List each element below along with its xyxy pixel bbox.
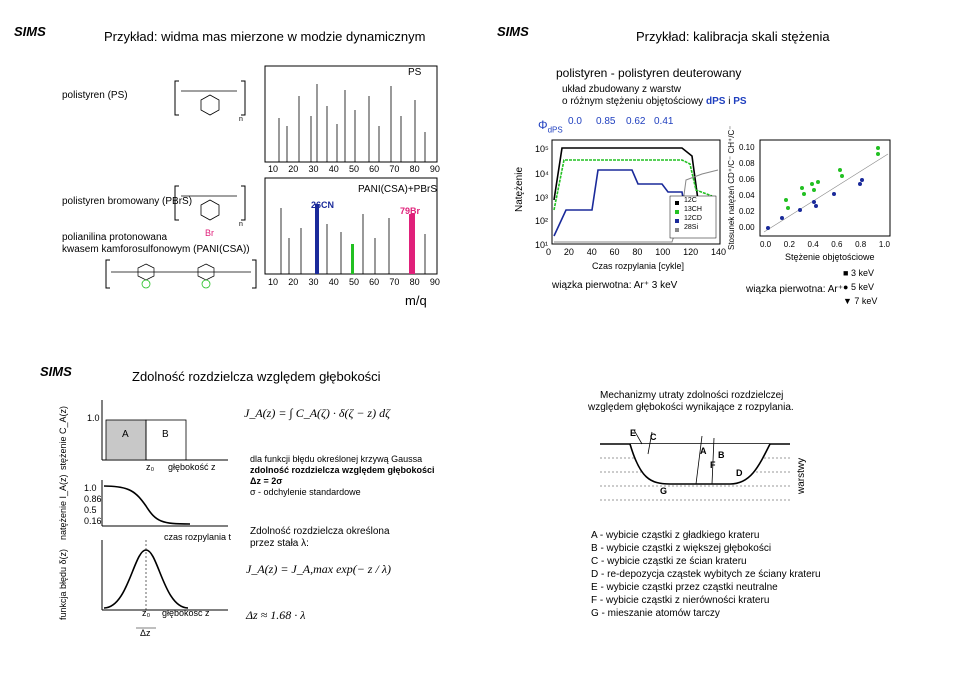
x-tick: 20 [288,277,299,287]
x-tick: 20 [288,164,299,174]
z0-label: z₀ [146,462,155,472]
delta-z-label: Δz [140,628,151,638]
tick-int: 0.86 [84,494,102,504]
sims-logo: SIMS [40,364,72,379]
desc-gauss: dla funkcji błędu określonej krzywą Gaussa [250,454,423,464]
energy-label: 3 keV [850,268,874,278]
label-pani-1: polianilina protonowana [62,232,168,243]
formula-convolution: J_A(z) = ∫ C_A(ζ) · δ(ζ − z) dζ [244,406,390,420]
legend-item: 12CD [684,215,702,222]
x-tick: 80 [409,277,420,287]
mechanism-letter-f: F [710,460,716,470]
z0-label-2: z₀ [142,608,151,618]
sims-logo: SIMS [14,24,46,39]
x-tick: 10 [268,164,279,174]
mechanism-item: B - wybicie cząstki z większej głębokości [591,543,772,554]
slide-title: Zdolność rozdzielcza względem głębokości [132,369,381,384]
depth-label-2: głębokość z [162,608,210,618]
ylabel-concentration: stężenie C_A(z) [58,405,68,470]
mechanism-letter-a: A [700,446,707,456]
mechanism-item: D - re-depozycja cząstek wybitych ze ściany krateru [591,569,821,580]
x-tick: 30 [308,277,319,287]
energy-legend-7kev: ▼ 7 keV [843,296,878,306]
x-tick: 0.8 [855,240,867,249]
formula-delta-z: Δz ≈ 1.68 · λ [246,608,306,622]
x-tick: 80 [632,247,643,257]
desc-lambda-2: przez stała λ: [250,538,309,549]
formula-exponential: J_A(z) = J_A,max exp(− z / λ) [246,562,392,576]
x-tick: 0.0 [760,240,772,249]
x-tick: 40 [328,277,339,287]
phi-value: 0.85 [596,116,616,127]
tick-conc-1: 1.0 [87,413,100,423]
slide-title-1: Mechanizmy utraty zdolności rozdzielczej [600,390,784,401]
ratio-y-tick: 0.00 [739,223,755,232]
ratio-y-tick: 0.02 [739,207,755,216]
legend-item: 28Si [684,224,699,231]
x-tick: 0.4 [807,240,819,249]
x-tick: 40 [328,164,339,174]
energy-legend-5kev: ● 5 keV [843,282,874,292]
beam-label: wiązka pierwotna: Ar⁺ 3 keV [552,280,678,291]
mechanism-letter-d: D [736,468,743,478]
x-tick: 50 [348,277,359,287]
x-tick: 90 [429,164,440,174]
sims-logo: SIMS [497,24,529,39]
x-tick: 90 [429,277,440,287]
energy-label: 7 keV [854,296,878,306]
spectrum-ps [265,66,437,162]
peak-br-label: 79Br [400,206,421,216]
phi-label [538,118,563,134]
label-pani-2: kwasem kamforosulfonowym (PANI(CSA)) [62,244,250,255]
x-axis-label: m/q [405,293,427,308]
depth-xticks [546,247,726,257]
desc-line-3 [562,96,747,107]
x-tick: 60 [369,277,380,287]
phi-sub: dPS [547,125,563,135]
mechanism-item: C - wybicie cząstki ze ścian krateru [591,556,747,567]
mechanism-item: G - mieszanie atomów tarczy [591,608,720,619]
spectrum-bottom-xticks [268,277,440,287]
desc-delta-z: Δz = 2σ [250,476,283,486]
line3-ps: PS [733,96,747,107]
spectrum-bottom-title: PANI(CSA)+PBrS [358,184,437,195]
mechanism-item: A - wybicie cząstki z gładkiego krateru [591,530,760,541]
desc-sigma: σ - odchylenie standardowe [250,487,361,497]
ratio-y-tick: 0.10 [739,143,755,152]
x-tick: 10 [268,277,279,287]
x-tick: 60 [369,164,380,174]
x-tick: 1.0 [878,240,890,249]
ratio-x-label: Stężenie objętościowe [785,252,875,262]
x-tick: 20 [563,247,574,257]
spectrum-top-xticks [268,164,440,174]
label-ps: polistyren (PS) [62,90,128,101]
x-tick: 120 [683,247,699,257]
phi-value: 0.41 [654,116,674,127]
mechanism-letter-e: E [630,428,637,438]
legend-item: 12C [684,197,697,204]
x-tick: 40 [586,247,597,257]
y-tick: 10⁵ [535,144,549,154]
energy-label: 5 keV [850,282,874,292]
x-tick: 80 [409,164,420,174]
layer-a-label: A [122,429,129,440]
ratio-y-tick: 0.06 [739,175,755,184]
mechanism-item: E - wybicie cząstki przez cząstki neutralne [591,582,778,593]
beam-label-2: wiązka pierwotna: Ar⁺ [746,284,843,295]
energy-legend-3kev: ■ 3 keV [843,268,874,278]
desc-resolution: zdolność rozdzielcza względem głębokości [250,465,435,475]
slide-title: Przykład: widma mas mierzone w modzie dynamicznym [104,29,426,44]
x-tick: 70 [389,164,400,174]
mechanism-item: F - wybicie cząstki z nierówności krateru [591,595,770,606]
mechanism-letter-c: C [650,432,657,442]
time-label: czas rozpylania t [164,532,232,542]
slide-title-2: względem głębokości wynikające z rozpylania. [588,402,794,413]
ratio-y-tick: 0.04 [739,191,755,200]
y-tick: 10³ [535,193,549,203]
layer-b-label: B [162,429,169,440]
depth-x-label: Czas rozpylania [cykle] [592,261,685,271]
desc-lambda-1: Zdolność rozdzielcza określona [250,526,390,537]
ratio-y-label: Stosunek natężeń CD⁺/C⁻ CH⁺/C⁻ [727,125,736,250]
x-tick: 140 [710,247,726,257]
x-tick: 60 [609,247,620,257]
tick-int: 0.16 [84,516,102,526]
ylabel-error-function: funkcja błędu δ(z) [58,548,68,620]
structure-pbrs [175,180,245,250]
structure-ps [175,75,245,130]
tick-int: 1.0 [84,483,97,493]
structure-br-label: Br [205,228,214,238]
mechanism-letter-b: B [718,450,725,460]
spectrum-top-title: PS [408,67,422,78]
line3-mid: i [725,96,734,107]
phi-symbol: Φ [538,118,548,132]
y-tick: 10¹ [535,240,549,250]
x-tick: 50 [348,164,359,174]
svg-text:n: n [239,116,243,123]
line3-dps: dPS [705,96,726,107]
x-tick: 0.6 [831,240,843,249]
svg-text:n: n [239,221,243,228]
peak-cn-label: 26CN [311,200,335,210]
label-pbrs: polistyren bromowany (PBrS) [62,196,193,207]
y-tick: 10⁴ [535,169,549,179]
ylabel-intensity: natężenie I_A(z) [58,474,68,540]
slide-title: Przykład: kalibracja skali stężenia [636,29,830,44]
mechanism-letter-g: G [660,486,668,496]
crater-mechanisms-drawing [600,428,790,512]
x-tick: 0.2 [783,240,795,249]
legend-item: 13CH [684,206,702,213]
calibration-chart [760,140,890,236]
ratio-y-tick: 0.08 [739,159,755,168]
depth-label: głębokość z [168,462,216,472]
ratio-xticks [760,240,890,249]
x-tick: 0 [546,247,552,257]
line3-pre: o różnym stężeniu objętościowy [562,96,706,107]
x-tick: 30 [308,164,319,174]
layers-label: warstwy [796,457,807,494]
y-tick: 10² [535,216,549,226]
phi-value: 0.62 [626,116,646,127]
x-tick: 70 [389,277,400,287]
desc-line-1: polistyren - polistyren deuterowany [556,66,742,80]
desc-line-2: układ zbudowany z warstw [562,84,681,95]
x-tick: 100 [655,247,671,257]
structure-pani [106,258,256,298]
y-axis-label: Natężenie [514,166,525,212]
tick-int: 0.5 [84,505,97,515]
phi-value: 0.0 [568,116,582,127]
